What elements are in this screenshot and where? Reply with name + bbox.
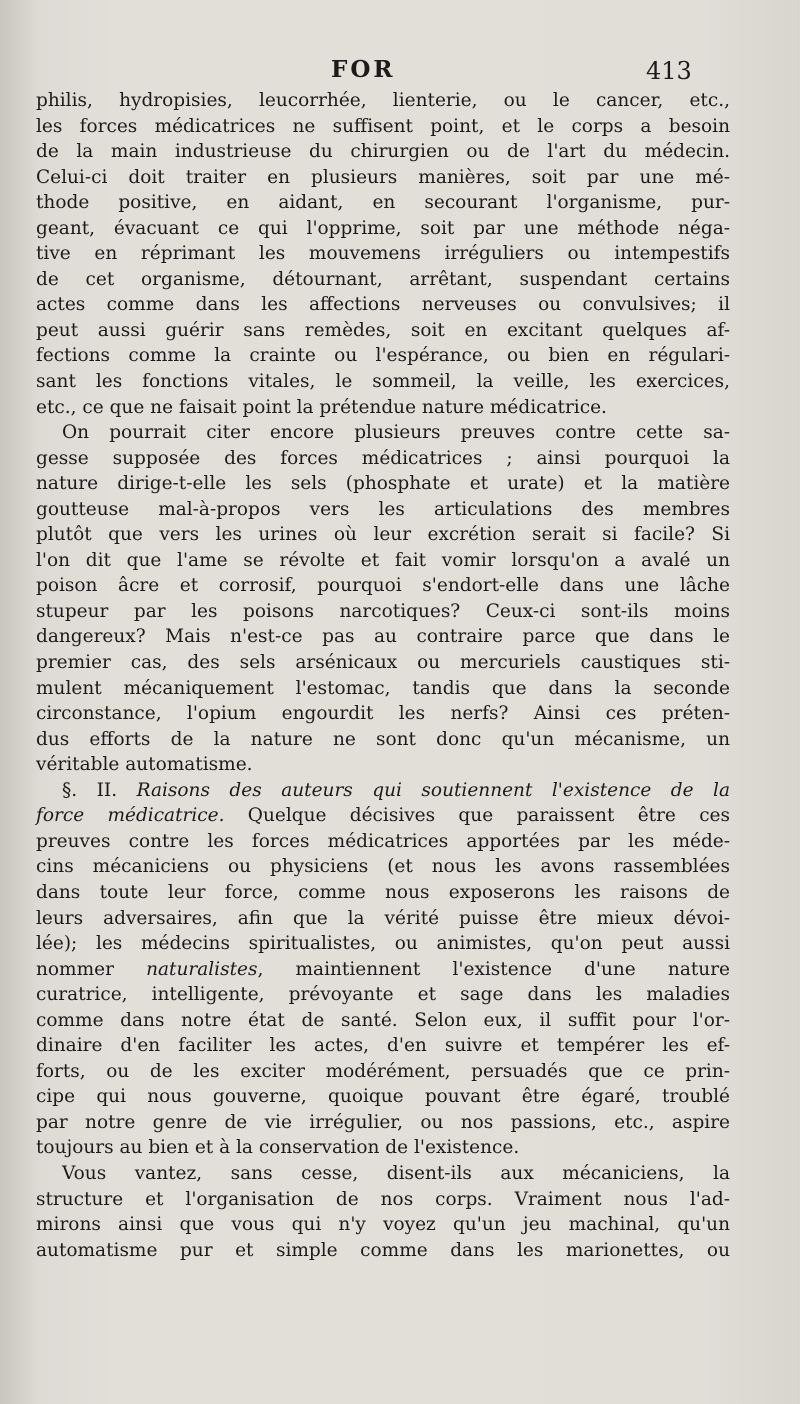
text-line: nature dirige-t-elle les sels (phosphate et urate) et la matière	[36, 473, 730, 495]
section-title: force médicatrice.	[36, 805, 225, 827]
text-line: comme dans notre état de santé. Selon eux, il suffit pour l'or-	[36, 1009, 730, 1031]
text-line: leurs adversaires, afin que la vérité puisse être mieux dévoi-	[36, 907, 730, 929]
text-line: par notre genre de vie irrégulier, ou nos passions, etc., aspire	[36, 1111, 730, 1133]
section-number: §. II.	[62, 779, 137, 801]
text-line: stupeur par les poisons narcotiques? Ceux-ci sont-ils moins	[36, 600, 730, 622]
text-line: premier cas, des sels arsénicaux ou mercuriels caustiques sti-	[36, 652, 730, 674]
text-line: circonstance, l'opium engourdit les nerfs? Ainsi ces préten-	[36, 703, 730, 725]
page-number: 413	[646, 57, 692, 85]
text-line: structure et l'organisation de nos corps. Vraiment nous l'ad-	[36, 1188, 730, 1210]
text-line: automatisme pur et simple comme dans les marionettes, ou	[36, 1239, 730, 1261]
italic-term: naturalistes	[146, 958, 258, 980]
text-line: plutôt que vers les urines où leur excrétion serait si facile? Si	[36, 524, 730, 546]
text-line: curatrice, intelligente, prévoyante et sage dans les maladies	[36, 984, 730, 1006]
text-line: poison âcre et corrosif, pourquoi s'endort-elle dans une lâche	[36, 575, 730, 597]
text-line: les forces médicatrices ne suffisent point, et le corps a besoin	[36, 115, 730, 137]
text-line: de cet organisme, détournant, arrêtant, suspendant certains	[36, 268, 730, 290]
text-line: geant, évacuant ce qui l'opprime, soit par une méthode néga-	[36, 217, 730, 239]
paragraph-first-line: On pourrait citer encore plusieurs preuves contre cette sa-	[62, 422, 730, 444]
text-line: actes comme dans les affections nerveuses ou convulsives; il	[36, 294, 730, 316]
text-line: preuves contre les forces médicatrices apportées par les méde-	[36, 830, 730, 852]
text-line: peut aussi guérir sans remèdes, soit en excitant quelques af-	[36, 319, 730, 341]
text-line: tive en réprimant les mouvemens irréguliers ou intempestifs	[36, 243, 730, 265]
text-line: goutteuse mal-à-propos vers les articulations des membres	[36, 498, 730, 520]
body-text	[36, 88, 730, 1263]
text-line: thode positive, en aidant, en secourant l'organisme, pur-	[36, 192, 730, 214]
text-line: dans toute leur force, comme nous exposerons les raisons de	[36, 881, 730, 903]
text-line: etc., ce que ne faisait point la prétendue nature médicatrice.	[36, 396, 607, 418]
text-line: toujours au bien et à la conservation de l'existence.	[36, 1137, 520, 1159]
section-heading-line: force médicatrice. Quelque décisives que paraissent être ces	[36, 805, 730, 827]
section-heading-line	[36, 778, 730, 804]
text-line: de la main industrieuse du chirurgien ou de l'art du médecin.	[36, 141, 730, 163]
text-line: dus efforts de la nature ne sont donc qu'un mécanisme, un	[36, 728, 730, 750]
text-line: Celui-ci doit traiter en plusieurs manières, soit par une mé-	[36, 166, 730, 188]
text-line: cipe qui nous gouverne, quoique pouvant être égaré, troublé	[36, 1086, 730, 1108]
text-line: lée); les médecins spiritualistes, ou animistes, qu'on peut aussi	[36, 933, 730, 955]
text-line: véritable automatisme.	[36, 754, 253, 776]
text-line: dangereux? Mais n'est-ce pas au contraire parce que dans le	[36, 626, 730, 648]
text-line: dinaire d'en faciliter les actes, d'en suivre et tempérer les ef-	[36, 1035, 730, 1057]
text-line: cins mécaniciens ou physiciens (et nous les avons rassemblées	[36, 856, 730, 878]
text-line: mulent mécaniquement l'estomac, tandis que dans la seconde	[36, 677, 730, 699]
text-line: sant les fonctions vitales, le sommeil, la veille, les exercices,	[36, 371, 730, 393]
paragraph-first-line: Vous vantez, sans cesse, disent-ils aux mécaniciens, la	[62, 1162, 730, 1184]
section-title: Raisons des auteurs qui soutiennent l'existence de la	[136, 779, 731, 801]
text-line: gesse supposée des forces médicatrices ; ainsi pourquoi la	[36, 447, 730, 469]
text-line: forts, ou de les exciter modérément, persuadés que ce prin-	[36, 1060, 730, 1082]
text-line: philis, hydropisies, leucorrhée, lienterie, ou le cancer, etc.,	[36, 90, 730, 111]
running-head-title: FOR	[331, 56, 396, 83]
text-line: mirons ainsi que vous qui n'y voyez qu'un jeu machinal, qu'un	[36, 1214, 730, 1236]
text-line: nommer naturalistes, maintiennent l'existence d'une nature	[36, 958, 730, 980]
text-line: l'on dit que l'ame se révolte et fait vomir lorsqu'on a avalé un	[36, 549, 730, 571]
text-line: fections comme la crainte ou l'espérance, ou bien en régulari-	[36, 345, 730, 367]
